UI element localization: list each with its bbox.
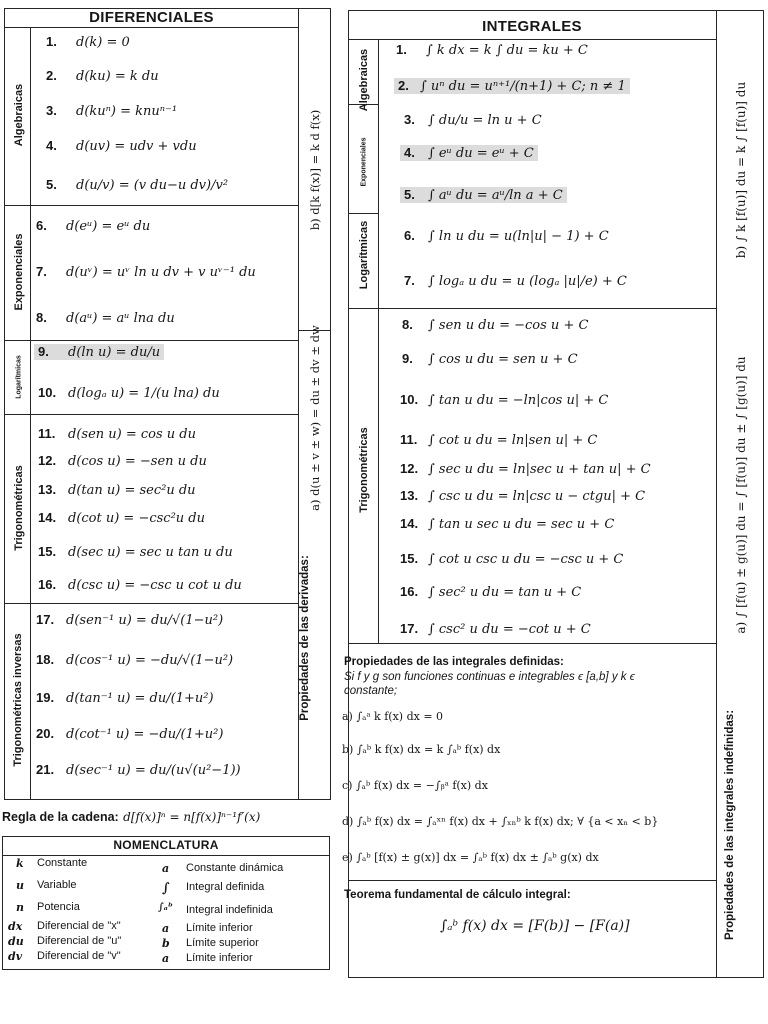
int-formula: 17. ∫ csc² u du = −cot u + C — [400, 621, 591, 637]
diff-formula: 7. d(uᵛ) = uᵛ ln u dv + v uᵛ⁻¹ du — [36, 264, 256, 280]
diff-formula: 11. d(sen u) = cos u du — [38, 426, 196, 442]
nom-desc: Diferencial de "v" — [37, 950, 121, 962]
category-trigonometricas: Trigonométricas — [13, 465, 25, 551]
int-formula: 12. ∫ sec u du = ln|sec u + tan u| + C — [400, 461, 651, 477]
fundamental-theorem-formula: ∫ₐᵇ f(x) dx = [F(b)] − [F(a)] — [440, 918, 630, 934]
nom-symbol: a — [162, 922, 170, 935]
int-formula: 7. ∫ logₐ u du = u (logₐ |u|/e) + C — [404, 273, 627, 289]
chain-rule — [2, 808, 332, 826]
int-formula: 14. ∫ tan u sec u du = sec u + C — [400, 516, 615, 532]
deriv-prop-b: b) d[k f(x)] = k d f(x) — [308, 109, 322, 231]
diff-formula: 12. d(cos u) = −sen u du — [38, 453, 207, 469]
definite-prop-b: b) ∫ₐᵇ k f(x) dx = k ∫ₐᵇ f(x) dx — [342, 743, 501, 756]
nom-desc: Constante — [37, 857, 88, 869]
diff-formula: 18. d(cos⁻¹ u) = −du/√(1−u²) — [36, 652, 234, 668]
diff-formula: 2. d(ku) = k du — [46, 68, 159, 84]
nom-desc: Diferencial de "x" — [37, 920, 121, 932]
diff-formula: 15. d(sec u) = sec u tan u du — [38, 544, 233, 560]
diff-formula: 9. d(ln u) = du/u — [34, 344, 164, 360]
int-formula: 1. ∫ k dx = k ∫ du = ku + C — [396, 42, 588, 58]
nom-desc: Integral indefinida — [186, 904, 273, 916]
definite-props-title: Propiedades de las integrales definidas: — [344, 656, 564, 668]
definite-prop-e: e) ∫ₐᵇ [f(x) ± g(x)] dx = ∫ₐᵇ f(x) dx ± ∫ₐᵇ g(x) dx — [342, 851, 599, 864]
int-formula: 9. ∫ cos u du = sen u + C — [402, 351, 578, 367]
diff-formula: 19. d(tan⁻¹ u) = du/(1+u²) — [36, 690, 214, 706]
nom-symbol: ∫ₐᵇ — [158, 902, 173, 913]
nom-symbol: ∫ — [162, 881, 170, 896]
int-formula: 4. ∫ eᵘ du = eᵘ + C — [400, 145, 538, 161]
nom-desc: Variable — [37, 879, 77, 891]
definite-props-intro: constante; — [344, 685, 398, 697]
diff-formula: 10. d(logₐ u) = 1/(u lna) du — [38, 385, 220, 401]
nom-desc: Límite inferior — [186, 922, 253, 934]
chain-rule-label: Regla de la cadena: — [2, 810, 119, 824]
definite-prop-c: c) ∫ₐᵇ f(x) dx = −∫ᵦᵃ f(x) dx — [342, 779, 488, 792]
diferenciales-panel — [4, 8, 331, 800]
int-formula: 6. ∫ ln u du = u(ln|u| − 1) + C — [404, 228, 609, 244]
int-category-algebraicas: Algebraicas — [358, 48, 370, 112]
nom-symbol: du — [8, 935, 24, 948]
nom-symbol: a — [162, 952, 170, 965]
definite-prop-d: d) ∫ₐᵇ f(x) dx = ∫ₐˣⁿ f(x) dx + ∫ₓₙᵇ k f(x) dx; ∀ {a < xₙ < b} — [342, 815, 659, 828]
deriv-properties-label: Propiedades de las derivadas: — [299, 555, 311, 721]
diff-formula: 20. d(cot⁻¹ u) = −du/(1+u²) — [36, 726, 224, 742]
int-formula: 5. ∫ aᵘ du = aᵘ/ln a + C — [400, 187, 567, 203]
definite-prop-a: a) ∫ₐᵃ k f(x) dx = 0 — [342, 710, 444, 723]
nom-desc: Diferencial de "u" — [37, 935, 122, 947]
category-logaritmicas: Logarítmicas — [15, 355, 23, 399]
int-formula: 11. ∫ cot u du = ln|sen u| + C — [400, 432, 598, 448]
diferenciales-title: DIFERENCIALES — [89, 9, 214, 26]
chain-rule-formula: d[f(x)]ⁿ = n[f(x)]ⁿ⁻¹f′(x) — [123, 810, 261, 824]
diff-formula: 1. d(k) = 0 — [46, 34, 130, 50]
nom-desc: Constante dinámica — [186, 862, 284, 874]
nomenclatura-title: NOMENCLATURA — [113, 838, 219, 852]
int-category-logaritmicas: Logarítmicas — [358, 220, 370, 290]
int-category-exponenciales: Exponenciales — [360, 137, 368, 187]
nom-symbol: u — [16, 879, 24, 892]
nom-desc: Límite superior — [186, 937, 259, 949]
nom-symbol: a — [162, 862, 170, 875]
diff-formula: 16. d(csc u) = −csc u cot u du — [38, 577, 242, 593]
integrales-title: INTEGRALES — [482, 18, 582, 35]
nom-symbol: dx — [8, 920, 23, 933]
diff-formula: 4. d(uv) = udv + vdu — [46, 138, 197, 154]
category-algebraicas: Algebraicas — [13, 83, 25, 147]
diff-formula: 6. d(eᵘ) = eᵘ du — [36, 218, 151, 234]
definite-props-intro: Si f y g son funciones continuas e integrables ϵ [a,b] y k ϵ — [344, 671, 635, 683]
int-formula: 8. ∫ sen u du = −cos u + C — [402, 317, 589, 333]
diff-formula: 17. d(sen⁻¹ u) = du/√(1−u²) — [36, 612, 224, 628]
int-formula: 3. ∫ du/u = ln u + C — [404, 112, 542, 128]
nom-symbol: dv — [8, 950, 23, 963]
nom-desc: Potencia — [37, 901, 80, 913]
deriv-prop-a: a) d(u ± v ± w) = du ± dv ± dw — [308, 325, 322, 511]
diff-formula: 21. d(sec⁻¹ u) = du/(u√(u²−1)) — [36, 762, 241, 778]
int-formula: 15. ∫ cot u csc u du = −csc u + C — [400, 551, 624, 567]
int-formula: 10. ∫ tan u du = −ln|cos u| + C — [400, 392, 609, 408]
diff-formula: 3. d(kuⁿ) = knuⁿ⁻¹ — [46, 103, 178, 119]
int-formula: 16. ∫ sec² u du = tan u + C — [400, 584, 582, 600]
diff-formula: 13. d(tan u) = sec²u du — [38, 482, 196, 498]
diff-formula: 14. d(cot u) = −csc²u du — [38, 510, 205, 526]
nom-symbol: n — [16, 901, 24, 914]
diff-formula: 8. d(aᵘ) = aᵘ lna du — [36, 310, 175, 326]
nom-desc: Límite inferior — [186, 952, 253, 964]
int-category-trigonometricas: Trigonométricas — [358, 427, 370, 513]
indef-prop-b: b) ∫ k [f(u)] du = k ∫ [f(u)] du — [734, 81, 748, 259]
fundamental-theorem-title: Teorema fundamental de cálculo integral: — [344, 889, 571, 901]
nom-symbol: b — [162, 937, 170, 950]
int-formula: 2. ∫ uⁿ du = uⁿ⁺¹/(n+1) + C; n ≠ 1 — [394, 78, 630, 94]
int-formula: 13. ∫ csc u du = ln|csc u − ctgu| + C — [400, 488, 646, 504]
diff-formula: 5. d(u/v) = (v du−u dv)/v² — [46, 177, 229, 193]
indef-properties-label: Propiedades de las integrales indefinidas: — [724, 709, 736, 941]
nom-desc: Integral definida — [186, 881, 265, 893]
category-trig-inversas: Trigonométricas inversas — [12, 633, 24, 767]
nom-symbol: k — [16, 857, 24, 870]
indef-prop-a: a) ∫ [f(u) ± g(u)] du = ∫ [f(u)] du ± ∫ [g(u)] du — [734, 356, 748, 634]
category-exponenciales: Exponenciales — [13, 233, 25, 311]
